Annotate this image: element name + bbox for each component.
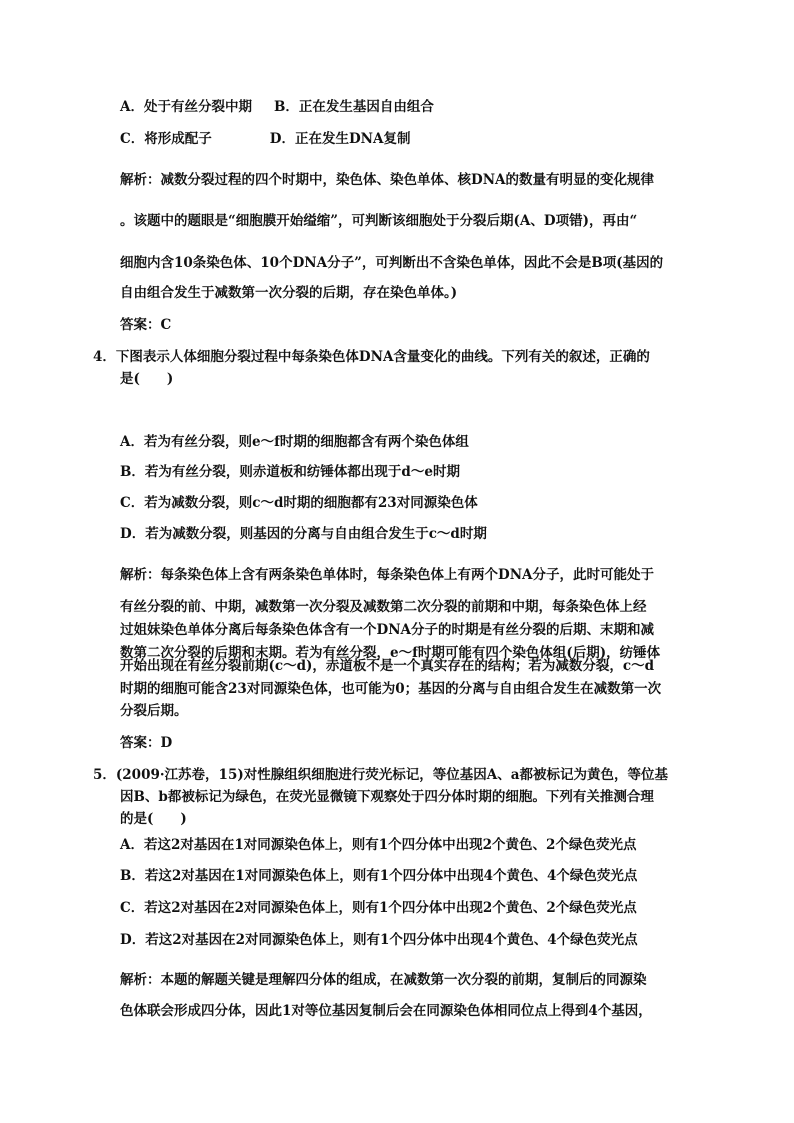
q3-option-b: B．正在发生基因自由组合 xyxy=(273,99,434,115)
q4-option-d: D．若为减数分裂，则基因的分离与自由组合发生于c～d时期 xyxy=(120,526,487,542)
q5-option-a: A．若这2对基因在1对同源染色体上，则有1个四分体中出现2个黄色、2个绿色荧光点 xyxy=(120,837,637,853)
q3-options-row-1 xyxy=(120,97,434,117)
q3-analysis-label: 解析： xyxy=(120,172,161,188)
q4-analysis-line-4: 数第二次分裂的后期和末期。若为有丝分裂，e～f时期可能有四个染色体组(后期)，纺锤体 xyxy=(120,645,661,661)
q4-analysis-line-5: 开始出现在有丝分裂前期(c～d)，赤道板不是一个真实存在的结构；若为减数分裂，c～d xyxy=(120,658,655,674)
q4-stem-line-2: 是( ) xyxy=(120,371,174,387)
q3-answer: 答案：C xyxy=(120,317,172,333)
q5-option-c: C．若这2对基因在2对同源染色体上，则有1个四分体中出现2个黄色、2个绿色荧光点 xyxy=(120,900,637,916)
q5-analysis-line-2: 色体联会形成四分体，因此1对等位基因复制后会在同源染色体相同位点上得到4个基因， xyxy=(120,1003,652,1019)
q4-option-a: A．若为有丝分裂，则e～f时期的细胞都含有两个染色体组 xyxy=(120,434,469,450)
q4-analysis-line-3: 过姐妹染色单体分离后每条染色体含有一个DNA分子的时期是有丝分裂的后期、末期和减 xyxy=(120,622,655,638)
q5-stem-line-3: 的是( ) xyxy=(120,811,187,827)
q5-stem-line-2: 因B、b都被标记为绿色，在荧光显微镜下观察处于四分体时期的细胞。下列有关推测合理 xyxy=(120,789,654,805)
q4-option-c: C．若为减数分裂，则c～d时期的细胞都有23对同源染色体 xyxy=(120,495,478,511)
q4-analysis-line-7: 分裂后期。 xyxy=(120,703,188,719)
q3-options-row-2 xyxy=(120,129,410,149)
q3-option-a: A．处于有丝分裂中期 xyxy=(120,99,252,115)
q3-analysis-line-4: 自由组合发生于减数第一次分裂的后期，存在染色单体。) xyxy=(120,285,458,301)
q3-analysis-line-3: 细胞内含10条染色体、10个DNA分子”，可判断出不含染色单体，因此不会是B项(基因的 xyxy=(120,255,664,271)
q4-answer: 答案：D xyxy=(120,735,173,751)
q4-analysis-label: 解析： xyxy=(120,567,161,583)
q4-analysis-line-1: 解析：每条染色体上含有两条染色单体时，每条染色体上有两个DNA分子，此时可能处于 xyxy=(120,567,655,583)
q3-option-d: D．正在发生DNA复制 xyxy=(269,131,411,147)
q3-option-c: C．将形成配子 xyxy=(120,131,212,147)
q5-option-d: D．若这2对基因在2对同源染色体上，则有1个四分体中出现4个黄色、4个绿色荧光点 xyxy=(120,932,638,948)
q3-analysis-line-2: 。该题中的题眼是“细胞膜开始缢缩”，可判断该细胞处于分裂后期(A、D项错)，再由“ xyxy=(120,213,638,229)
q4-option-b: B．若为有丝分裂，则赤道板和纺锤体都出现于d～e时期 xyxy=(120,464,460,480)
q5-option-b: B．若这2对基因在1对同源染色体上，则有1个四分体中出现4个黄色、4个绿色荧光点 xyxy=(120,868,638,884)
q5-analysis-label: 解析： xyxy=(120,972,161,988)
q4-stem-line-1: 4．下图表示人体细胞分裂过程中每条染色体DNA含量变化的曲线。下列有关的叙述，正确的 xyxy=(93,349,650,365)
q4-analysis-line-6: 时期的细胞可能含23对同源染色体，也可能为0；基因的分离与自由组合发生在减数第一次 xyxy=(120,681,662,697)
q5-analysis-line-1: 解析：本题的解题关键是理解四分体的组成，在减数第一次分裂的前期，复制后的同源染 xyxy=(120,972,647,988)
q5-stem-line-1: 5．(2009·江苏卷，15)对性腺组织细胞进行荧光标记，等位基因A、a都被标记为黄色，等位基 xyxy=(93,767,668,783)
q3-analysis-line-1: 解析：减数分裂过程的四个时期中，染色体、染色单体、核DNA的数量有明显的变化规律 xyxy=(120,172,655,188)
q4-analysis-line-2: 有丝分裂的前、中期，减数第一次分裂及减数第二次分裂的前期和中期，每条染色体上经 xyxy=(120,599,647,615)
